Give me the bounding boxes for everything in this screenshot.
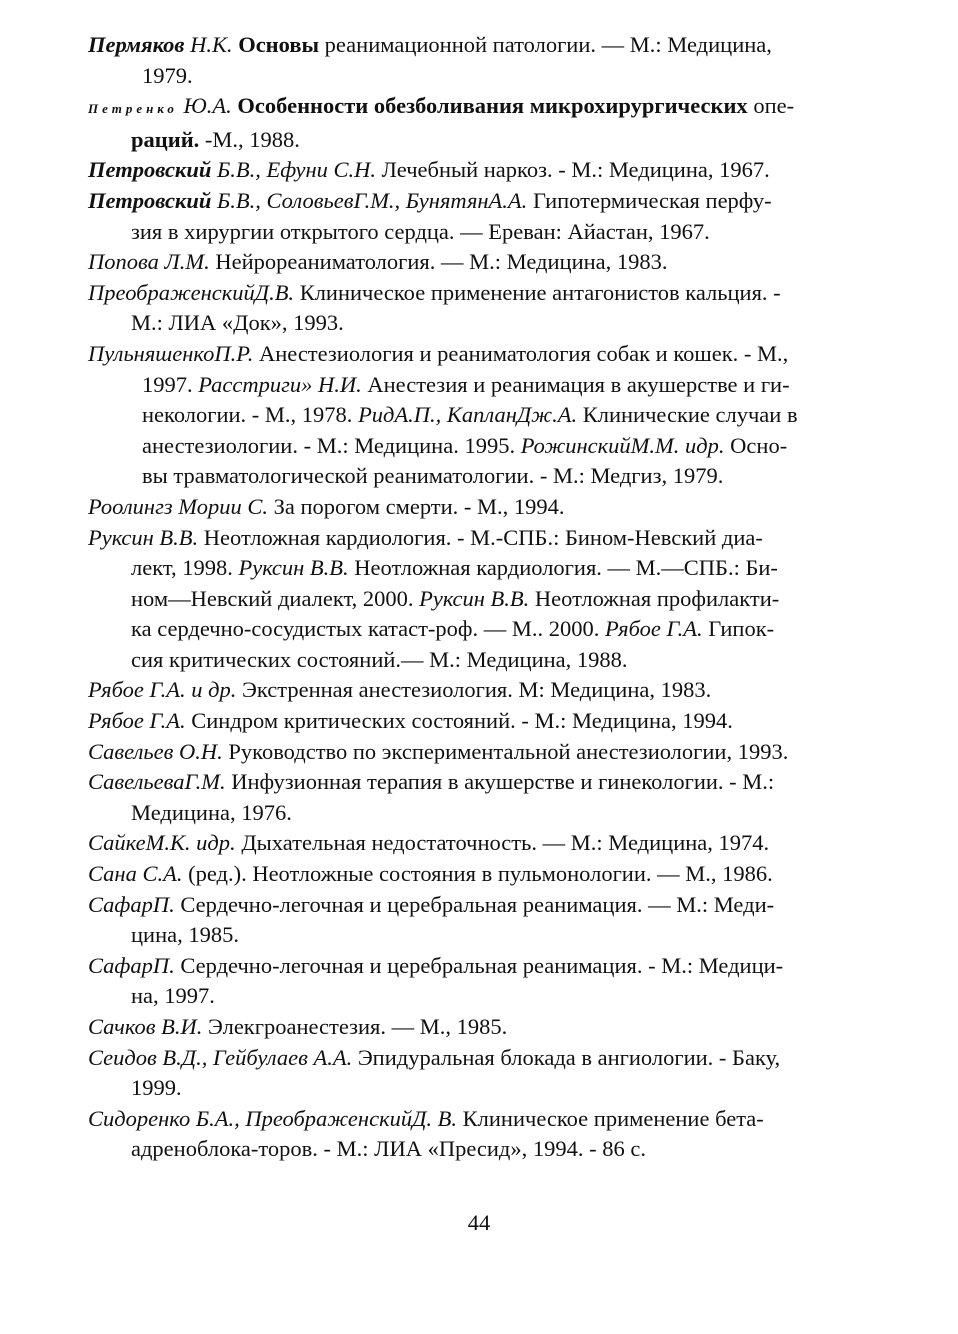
reference-entry xyxy=(88,859,878,890)
reference-entry xyxy=(88,30,878,91)
reference-continuation: адреноблока-торов. - М.: ЛИА «Пресид», 1994. - 86 с. xyxy=(131,1136,646,1162)
author-name: СафарП. xyxy=(88,952,175,978)
reference-text: Сердечно-легочная и церебральная реанимация. - М.: Медици- xyxy=(180,952,784,978)
reference-continuation: цина, 1985. xyxy=(131,922,239,948)
reference-text: Руководство по экспериментальной анестезиологии, 1993. xyxy=(228,738,789,764)
reference-text: Дыхательная недостаточность. — М.: Медицина, 1974. xyxy=(241,830,770,856)
author-name: Петренко xyxy=(88,101,178,117)
author-name: РидА.П., КапланДж.А. xyxy=(358,402,578,428)
reference-entry xyxy=(88,767,878,828)
author-name: Петровский xyxy=(88,187,212,213)
reference-text: Инфузионная терапия в акушерстве и гинекологии. - М.: xyxy=(231,769,775,795)
reference-continuation: анестезиологии. - М.: Медицина. 1995. xyxy=(142,432,516,458)
reference-text: Экстренная анестезиология. М: Медицина, 1983. xyxy=(242,677,712,703)
reference-text: Клинические случаи в xyxy=(582,402,798,428)
reference-entry xyxy=(88,523,878,676)
reference-entry xyxy=(88,1012,878,1043)
reference-continuation: Медицина, 1976. xyxy=(131,799,292,825)
author-name: Петровский xyxy=(88,157,212,183)
author-name: Рябое Г.А. xyxy=(604,616,703,642)
author-name: РожинскийМ.М. идр. xyxy=(520,432,725,458)
reference-text: Элекгроанестезия. — М., 1985. xyxy=(208,1014,508,1039)
reference-entry xyxy=(88,339,878,492)
reference-entry xyxy=(88,155,878,186)
reference-entry xyxy=(88,1043,878,1104)
page-number: 44 xyxy=(467,1210,491,1235)
reference-continuation: некологии. - М., 1978. xyxy=(142,402,353,428)
author-name: Роолингз Мории С. xyxy=(88,493,268,519)
reference-text: Гипок- xyxy=(708,616,775,642)
reference-entry xyxy=(88,675,878,706)
reference-continuation: -М., 1988. xyxy=(204,126,300,152)
reference-entry xyxy=(88,278,878,339)
reference-text: Неотложная кардиология. - М.-СПБ.: Бином-Невский диа- xyxy=(203,524,763,550)
reference-entry xyxy=(88,1104,878,1165)
author-initials: Б.В., СоловьевГ.М., БунятянА.А. xyxy=(217,187,528,213)
reference-text: Лечебный наркоз. - М.: Медицина, 1967. xyxy=(381,157,770,183)
reference-continuation: вы травматологической реаниматологии. - М.: Медгиз, 1979. xyxy=(142,463,724,489)
author-initials: Б.В., Ефуни С.Н. xyxy=(217,157,377,183)
reference-text: Анестезия и реанимация в акушерстве и ги- xyxy=(367,371,790,397)
author-initials: Н.К. xyxy=(190,32,233,57)
reference-text: Неотложная кардиология. — М.—СПБ.: Би- xyxy=(354,555,778,581)
reference-continuation: 1997. xyxy=(142,371,193,397)
reference-entry xyxy=(88,91,878,155)
reference-text: Осно- xyxy=(730,432,788,458)
author-name: Пермяков xyxy=(88,32,185,57)
reference-continuation: зия в хирургии открытого сердца. — Ереван: Айастан, 1967. xyxy=(131,218,710,244)
author-name: Рябое Г.А. xyxy=(88,708,186,734)
reference-continuation: ка сердечно-сосудистых катаст-роф. — М.. 2000. xyxy=(131,616,600,642)
reference-continuation: 1979. xyxy=(142,62,193,88)
reference-continuation: сия критических состояний.— М.: Медицина, 1988. xyxy=(131,646,628,672)
reference-text: Эпидуральная блокада в ангиологии. - Баку, xyxy=(357,1044,781,1070)
reference-continuation: ном—Невский диалект, 2000. xyxy=(131,585,414,611)
author-name: Рябое Г.А. и др. xyxy=(88,677,237,703)
reference-entry xyxy=(88,828,878,859)
author-name: Сеидов В.Д., Гейбулаев А.А. xyxy=(88,1044,353,1070)
author-name: Попова Л.М. xyxy=(88,249,210,275)
bibliography-list xyxy=(88,30,878,1165)
author-name: Руксин В.В. xyxy=(419,585,530,611)
reference-continuation: 1999. xyxy=(131,1075,182,1101)
title-bold: раций. xyxy=(131,126,200,152)
author-name: Руксин В.В. xyxy=(238,555,349,581)
reference-text: Нейрореаниматология. — М.: Медицина, 1983. xyxy=(215,249,668,275)
reference-text: Неотложная профилакти- xyxy=(534,585,780,611)
reference-text: (ред.). Неотложные состояния в пульмонологии. — М., 1986. xyxy=(188,861,773,887)
reference-entry xyxy=(88,737,878,768)
reference-entry xyxy=(88,492,878,523)
author-name: ПульняшенкоП.Р. xyxy=(88,340,254,366)
reference-text: Клиническое применение антагонистов кальция. - xyxy=(299,279,781,305)
reference-continuation: на, 1997. xyxy=(131,983,215,1009)
reference-text: За порогом смерти. - М., 1994. xyxy=(273,493,565,519)
reference-text: Гипотермическая перфу- xyxy=(532,187,772,213)
reference-entry xyxy=(88,951,878,1012)
reference-entry xyxy=(88,890,878,951)
author-name: СайкеМ.К. идр. xyxy=(88,830,236,856)
reference-text: Клиническое применение бета- xyxy=(462,1105,764,1131)
title-bold: Основы xyxy=(238,32,320,57)
author-name: СавельеваГ.М. xyxy=(88,769,226,795)
title-bold: Особенности обезболивания микрохирургических xyxy=(237,93,748,119)
reference-text: Сердечно-легочная и церебральная реанимация. — М.: Меди- xyxy=(180,891,775,917)
reference-entry xyxy=(88,247,878,278)
reference-entry xyxy=(88,706,878,737)
author-name: Руксин В.В. xyxy=(88,524,199,550)
reference-entry xyxy=(88,186,878,247)
reference-text: Анестезиология и реаниматология собак и кошек. - М., xyxy=(258,340,789,366)
author-initials: Ю.А. xyxy=(183,93,232,119)
reference-continuation: М.: ЛИА «Док», 1993. xyxy=(131,310,344,336)
author-name: Сачков В.И. xyxy=(88,1014,203,1039)
reference-continuation: лект, 1998. xyxy=(131,555,233,581)
author-name: Сана С.А. xyxy=(88,861,183,887)
author-name: Сидоренко Б.А., ПреображенскийД. В. xyxy=(88,1105,458,1131)
author-name: Савельев О.Н. xyxy=(88,738,223,764)
reference-text: реанимационной патологии. — М.: Медицина, xyxy=(324,32,772,57)
reference-text: опе- xyxy=(753,93,795,119)
author-name: СафарП. xyxy=(88,891,175,917)
author-name: ПреображенскийД.В. xyxy=(88,279,295,305)
reference-text: Синдром критических состояний. - М.: Медицина, 1994. xyxy=(191,708,733,734)
author-name: Расстриги» Н.И. xyxy=(198,371,362,397)
